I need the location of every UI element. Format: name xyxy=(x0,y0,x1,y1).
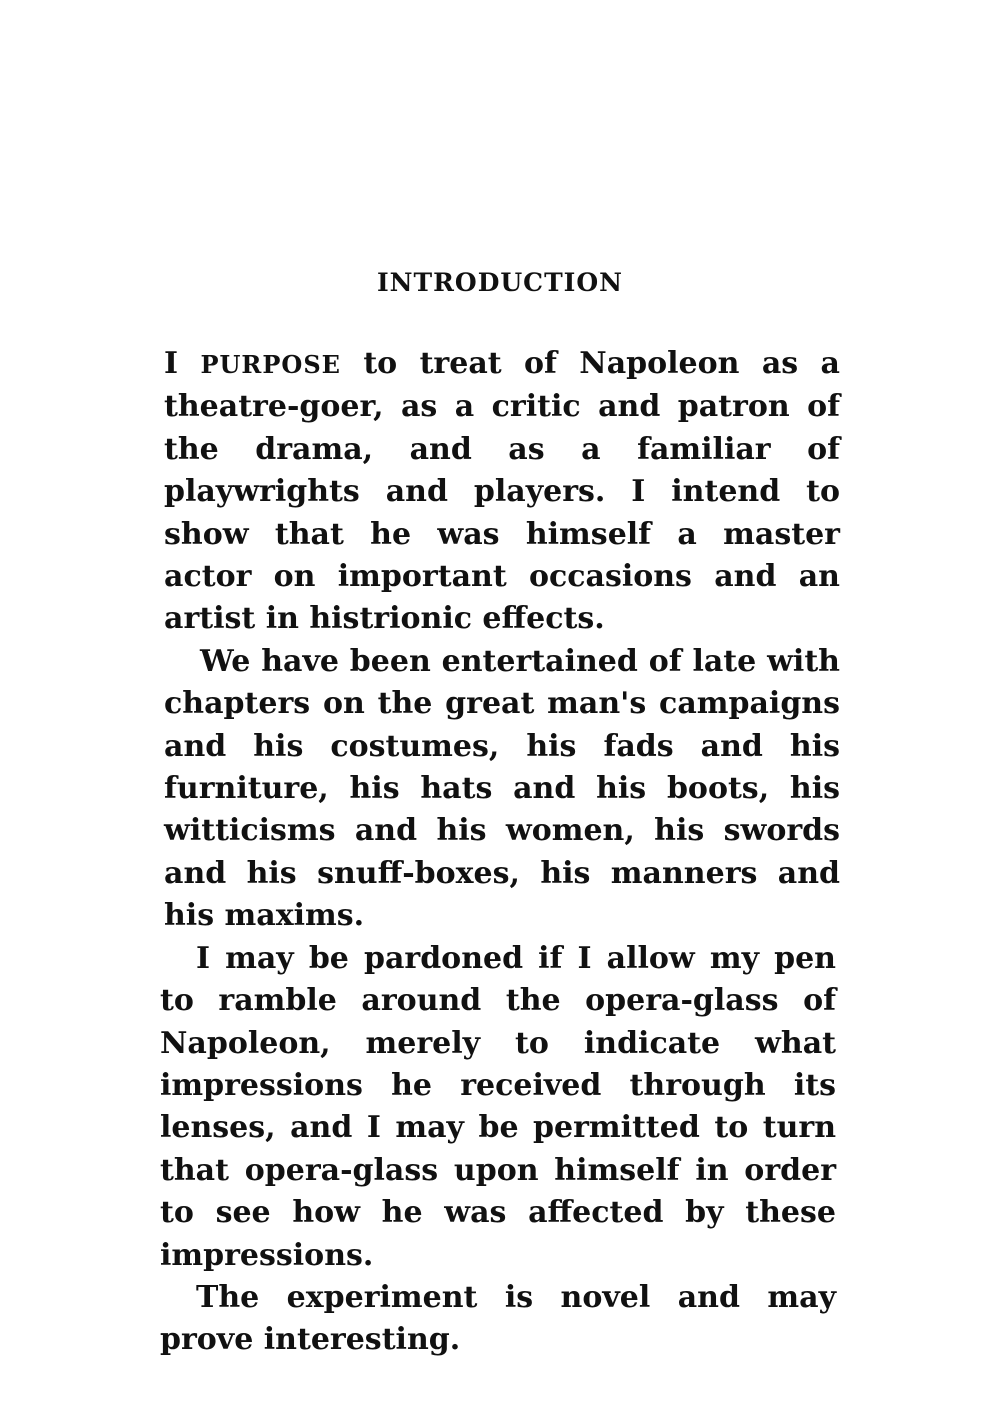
paragraph-4: The experiment is novel and may prove interesting. xyxy=(160,1279,836,1358)
introduction-text xyxy=(160,343,840,1362)
lead-word: I xyxy=(164,346,179,381)
paragraph-1-text: to treat of Napoleon as a theatre-goer, as a critic and patron of the drama, and as a familiar of playwrights and players. I intend to show that he was himself a master actor on important occasions and an artist in histrionic effects. xyxy=(164,346,840,637)
paragraph-2: We have been entertained of late with chapters on the great man's campaigns and his costumes, his fads and his furniture, his hats and his boots, his witticisms and his women, his swords and his snuff-boxes, his manners and his maxims. xyxy=(164,643,840,934)
paragraph-3: I may be pardoned if I allow my pen to ramble around the opera-glass of Napoleon, merely to indicate what impressions he received through its lenses, and I may be permitted to turn that opera-glass upon himself in order to see how he was affected by these impressions. xyxy=(160,940,836,1273)
paragraph-1 xyxy=(164,343,840,641)
lead-small-caps: PURPOSE xyxy=(200,350,341,379)
chapter-heading: INTRODUCTION xyxy=(376,268,623,297)
